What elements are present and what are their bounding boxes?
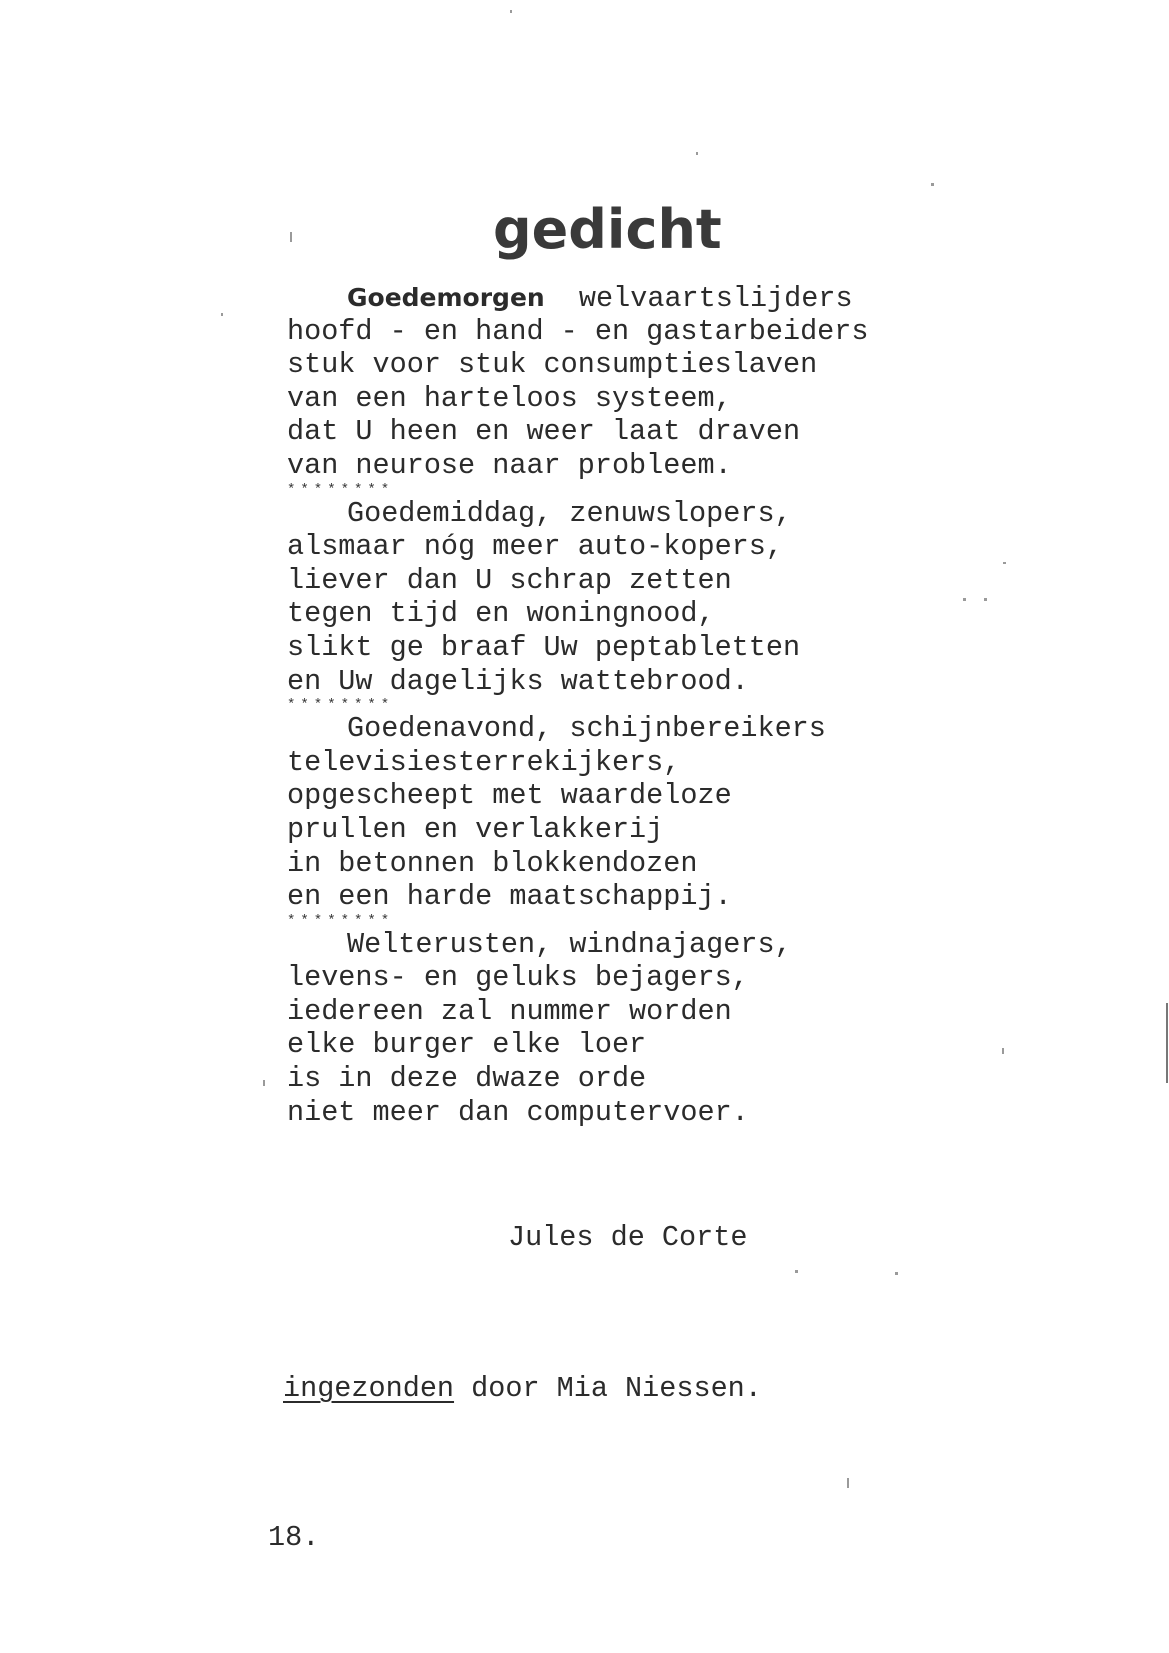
scan-speck: [290, 232, 292, 242]
scan-speck: [895, 1272, 898, 1275]
poem-line: slikt ge braaf Uw peptabletten: [287, 630, 801, 664]
poem-first-word: Goedemorgen: [347, 283, 545, 312]
poem-first-line-rest: welvaartslijders: [544, 282, 853, 315]
poem-line: en een harde maatschappij.: [287, 880, 732, 914]
poem-line: tegen tijd en woningnood,: [287, 597, 715, 631]
poem-line: [287, 281, 869, 315]
poem-line: televisiesterrekijkers,: [287, 745, 681, 779]
scan-speck: [984, 598, 987, 601]
scan-speck: [221, 313, 223, 316]
poem-line: is in deze dwaze orde: [287, 1062, 647, 1096]
scan-speck: [263, 1080, 265, 1086]
poem-line: levens- en geluks bejagers,: [287, 961, 749, 995]
poem-line: Goedenavond, schijnbereikers: [347, 712, 826, 746]
poem-line: prullen en verlakkerij: [287, 812, 664, 846]
scan-speck: [696, 152, 698, 155]
stanza-separator: ********: [287, 697, 395, 714]
poem-line: dat U heen en weer laat draven: [287, 415, 801, 449]
poem-line: elke burger elke loer: [287, 1028, 647, 1062]
scan-speck: [1166, 1003, 1168, 1083]
author-signature: Jules de Corte: [508, 1221, 748, 1254]
poem-line: iedereen zal nummer worden: [287, 994, 732, 1028]
scan-speck: [847, 1478, 849, 1488]
scan-speck: [931, 183, 934, 186]
poem-line: van een harteloos systeem,: [287, 381, 732, 415]
poem-line: niet meer dan computervoer.: [287, 1095, 749, 1129]
poem-line: en Uw dagelijks wattebrood.: [287, 664, 749, 698]
poem-line: in betonnen blokkendozen: [287, 846, 698, 880]
submitted-rest: door Mia Niessen.: [454, 1372, 762, 1405]
submitted-by: [283, 1372, 762, 1406]
poem-title: gedicht: [493, 198, 722, 261]
poem-line: stuk voor stuk consumptieslaven: [287, 348, 818, 382]
scan-speck: [1002, 1048, 1004, 1054]
poem-line: liever dan U schrap zetten: [287, 563, 732, 597]
submitted-label: ingezonden: [283, 1372, 455, 1405]
poem-line: opgescheept met waardeloze: [287, 779, 732, 813]
poem-line: Goedemiddag, zenuwslopers,: [347, 496, 792, 530]
poem-line: alsmaar nóg meer auto-kopers,: [287, 530, 783, 564]
scan-speck: [1003, 562, 1006, 564]
poem-line: van neurose naar probleem.: [287, 448, 732, 482]
scan-speck: [963, 598, 966, 601]
poem-line: Welterusten, windnajagers,: [347, 927, 792, 961]
stanza-separator: ********: [287, 481, 395, 498]
poem-line: hoofd - en hand - en gastarbeiders: [287, 314, 869, 348]
scan-speck: [510, 10, 512, 13]
scan-speck: [795, 1270, 798, 1273]
stanza-separator: ********: [287, 912, 395, 929]
page-number: 18.: [268, 1521, 320, 1554]
poem-body: [287, 281, 869, 1129]
